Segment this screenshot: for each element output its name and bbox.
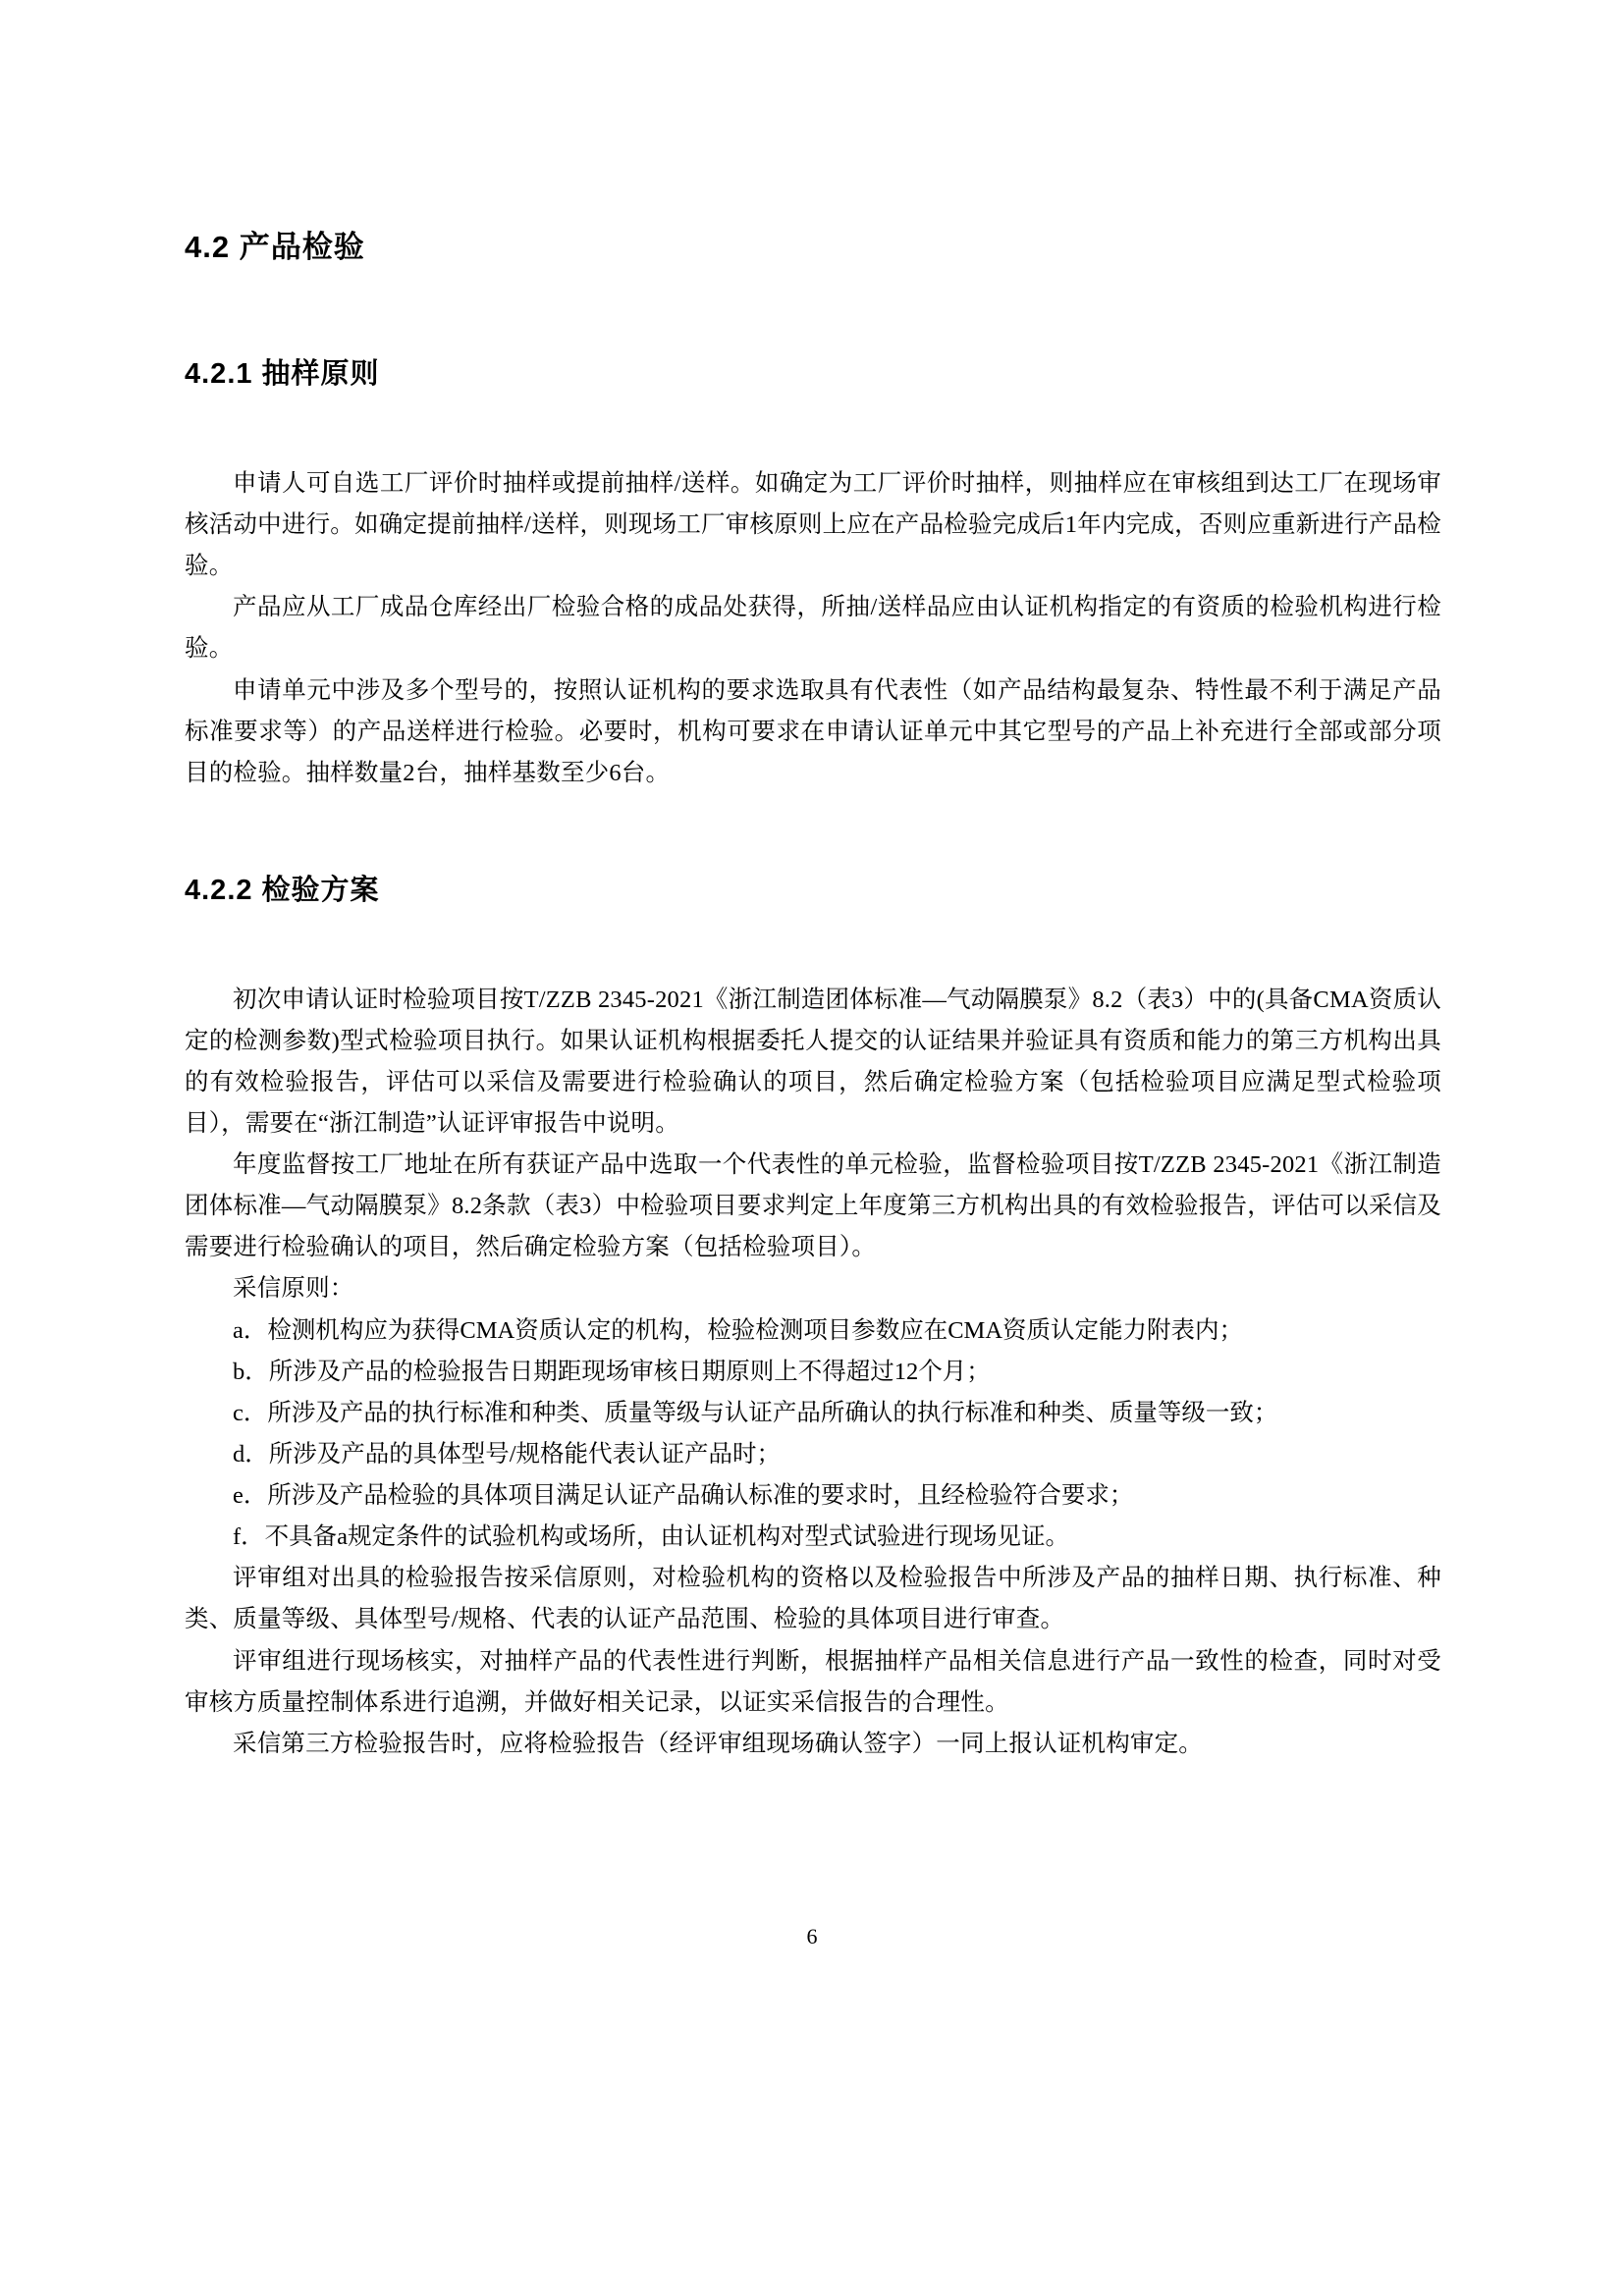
paragraph-review-1: 评审组对出具的检验报告按采信原则，对检验机构的资格以及检验报告中所涉及产品的抽样日期、执行标准、种类、质量等级、具体型号/规格、代表的认证产品范围、检验的具体项目进行审查。: [185, 1565, 1441, 1633]
paragraph-inspection-plan-2: 年度监督按工厂地址在所有获证产品中选取一个代表性的单元检验，监督检验项目按T/ZZB 2345-2021《浙江制造团体标准—气动隔膜泵》8.2条款（表3）中检验项目要求判定上年度第三方机构出具的有效检验报告，评估可以采信及需要进行检验确认的项目，然后确定检验方案（包括检验项目）。: [185, 1151, 1441, 1261]
page-content: [185, 226, 1441, 1765]
list-item-b: b．所涉及产品的检验报告日期距现场审核日期原则上不得超过12个月；: [233, 1358, 991, 1385]
subsection-heading-4-2-1: 4.2.1 抽样原则: [185, 358, 380, 391]
subsection-heading-4-2-2: 4.2.2 检验方案: [185, 874, 380, 906]
paragraph-adoption-principles-label: 采信原则：: [233, 1275, 354, 1303]
page-number: 6: [806, 1924, 818, 1949]
list-item-a: a．检测机构应为获得CMA资质认定的机构，检验检测项目参数应在CMA资质认定能力附表内；: [233, 1316, 1244, 1344]
list-item-c: c．所涉及产品的执行标准和种类、质量等级与认证产品所确认的执行标准和种类、质量等级一致；: [233, 1399, 1278, 1426]
list-item-d: d．所涉及产品的具体型号/规格能代表认证产品时；: [233, 1440, 782, 1468]
paragraph-sampling-2: 产品应从工厂成品仓库经出厂检验合格的成品处获得，所抽/送样品应由认证机构指定的有资质的检验机构进行检验。: [185, 594, 1441, 663]
list-item-e: e．所涉及产品检验的具体项目满足认证产品确认标准的要求时，且经检验符合要求；: [233, 1482, 1134, 1510]
list-item-f: f．不具备a规定条件的试验机构或场所，由认证机构对型式试验进行现场见证。: [233, 1523, 1070, 1551]
paragraph-inspection-plan-1: 初次申请认证时检验项目按T/ZZB 2345-2021《浙江制造团体标准—气动隔膜泵》8.2（表3）中的(具备CMA资质认定的检测参数)型式检验项目执行。如果认证机构根据委托人提交的认证结果并验证具有资质和能力的第三方机构出具的有效检验报告，评估可以采信及需要进行检验确认的项目，然后确定检验方案（包括检验项目应满足型式检验项目），需要在“浙江制造”认证评审报告中说明。: [185, 986, 1441, 1137]
paragraph-review-3: 采信第三方检验报告时，应将检验报告（经评审组现场确认签字）一同上报认证机构审定。: [233, 1730, 1203, 1757]
paragraph-review-2: 评审组进行现场核实，对抽样产品的代表性进行判断，根据抽样产品相关信息进行产品一致性的检查，同时对受审核方质量控制体系进行追溯，并做好相关记录，以证实采信报告的合理性。: [185, 1647, 1441, 1716]
section-heading-4-2: 4.2 产品检验: [185, 230, 365, 264]
paragraph-sampling-3: 申请单元中涉及多个型号的，按照认证机构的要求选取具有代表性（如产品结构最复杂、特性最不利于满足产品标准要求等）的产品送样进行检验。必要时，机构可要求在申请认证单元中其它型号的产品上补充进行全部或部分项目的检验。抽样数量2台，抽样基数至少6台。: [185, 676, 1441, 786]
paragraph-sampling-1: 申请人可自选工厂评价时抽样或提前抽样/送样。如确定为工厂评价时抽样，则抽样应在审核组到达工厂在现场审核活动中进行。如确定提前抽样/送样，则现场工厂审核原则上应在产品检验完成后1年内完成，否则应重新进行产品检验。: [185, 469, 1441, 580]
